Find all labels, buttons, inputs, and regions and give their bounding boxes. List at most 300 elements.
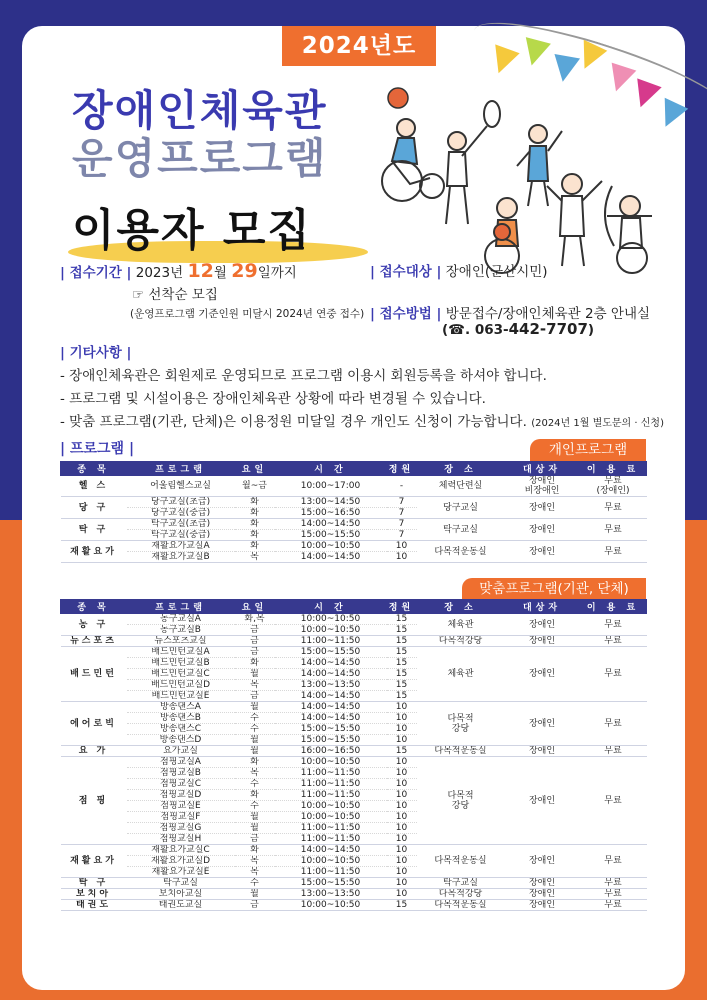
cell-time: 11:00~11:50 xyxy=(275,636,387,647)
cell-day: 목 xyxy=(235,856,275,867)
cell-program: 보치아교실 xyxy=(127,889,235,900)
cell-capacity: 10 xyxy=(387,713,417,724)
cell-place xyxy=(417,636,505,647)
cell-capacity: 10 xyxy=(387,878,417,889)
cell-target xyxy=(505,746,580,757)
cell-capacity: 7 xyxy=(387,519,417,530)
cell-fee xyxy=(580,636,647,647)
cell-place-line: 탁구교실 xyxy=(443,878,478,888)
cell-program: 농구교실A xyxy=(127,614,235,625)
cell-time: 14:00~14:50 xyxy=(275,658,387,669)
cell-target-line: 장애인 xyxy=(528,636,556,646)
cell-program: 점핑교실D xyxy=(127,790,235,801)
table-row xyxy=(61,746,647,757)
cell-fee xyxy=(580,878,647,889)
col-fee: 이 용 료 xyxy=(580,462,647,476)
cell-target-line-2: 비장애인 xyxy=(524,486,560,496)
cell-program: 점핑교실B xyxy=(127,768,235,779)
cell-sport: 헬 스 xyxy=(61,476,127,497)
cell-place-line: 체력단련실 xyxy=(438,481,483,491)
cell-fee-line: 무료 xyxy=(604,502,622,513)
custom-header-row xyxy=(61,600,647,614)
cell-time: 10:00~10:50 xyxy=(275,900,387,911)
phone-number xyxy=(442,320,594,338)
cell-place xyxy=(417,878,505,889)
col-place: 장 소 xyxy=(417,462,505,476)
cell-program: 방송댄스C xyxy=(127,724,235,735)
personal-program-tag: 개인프로그램 xyxy=(530,439,646,461)
cell-capacity: 7 xyxy=(387,530,417,541)
cell-target-line: 장애인 xyxy=(528,619,556,630)
cell-fee-line: 무료 xyxy=(604,546,622,557)
personal-header-row xyxy=(61,462,647,476)
cell-place xyxy=(417,702,505,746)
cell-time: 11:00~11:50 xyxy=(275,779,387,790)
cell-fee xyxy=(580,541,647,563)
etc-line-2: - 프로그램 및 시설이용은 장애인체육관 상황에 따라 변경될 수 있습니다. xyxy=(60,391,486,407)
cell-time: 11:00~11:50 xyxy=(275,823,387,834)
cell-program: 배드민턴교실E xyxy=(127,691,235,702)
cell-fee xyxy=(580,647,647,702)
cell-sport: 보치아 xyxy=(61,889,127,900)
cell-program: 당구교실(초급) xyxy=(127,497,235,508)
table-row xyxy=(61,900,647,911)
cell-fee xyxy=(580,845,647,878)
cell-program: 점핑교실G xyxy=(127,823,235,834)
cell-fee-line: 무료 xyxy=(604,619,622,630)
cell-target xyxy=(505,900,580,911)
cell-target xyxy=(505,636,580,647)
cell-place xyxy=(417,900,505,911)
table-row xyxy=(61,702,647,713)
cell-fee-line: 무료 xyxy=(604,636,622,646)
cell-program: 점핑교실H xyxy=(127,834,235,845)
cell-day: 수 xyxy=(235,724,275,735)
cell-capacity: 10 xyxy=(387,823,417,834)
cell-target xyxy=(505,647,580,702)
cell-sport: 점 핑 xyxy=(61,757,127,845)
cell-day: 월 xyxy=(235,669,275,680)
etc-line-3: - 맞춤 프로그램(기관, 단체)은 이용정원 미달일 경우 개인도 신청이 가능합니다. xyxy=(60,414,527,430)
cell-target xyxy=(505,541,580,563)
cell-fee xyxy=(580,702,647,746)
cell-day: 월 xyxy=(235,823,275,834)
cell-day: 월 xyxy=(235,889,275,900)
table-row xyxy=(61,757,647,768)
method-label: | 접수방법 | xyxy=(370,306,442,322)
cell-day: 수 xyxy=(235,713,275,724)
col-program: 프로그램 xyxy=(127,600,235,614)
cell-place-line: 다목적 xyxy=(447,790,474,801)
cell-target-line: 장애인 xyxy=(528,669,556,679)
cell-target xyxy=(505,702,580,746)
cell-day: 목 xyxy=(235,768,275,779)
cell-day: 금 xyxy=(235,647,275,658)
cell-program: 농구교실B xyxy=(127,625,235,636)
cell-time: 10:00~10:50 xyxy=(275,757,387,768)
cell-time: 15:00~15:50 xyxy=(275,530,387,541)
cell-capacity: 10 xyxy=(387,856,417,867)
cell-target-line: 장애인 xyxy=(528,718,556,729)
cell-time: 10:00~17:00 xyxy=(275,476,387,497)
cell-target xyxy=(505,497,580,519)
cell-fee-line: 무료 xyxy=(604,878,622,888)
cell-program: 점핑교실A xyxy=(127,757,235,768)
cell-target-line: 장애인 xyxy=(528,502,556,513)
cell-capacity: 10 xyxy=(387,812,417,823)
cell-day: 월 xyxy=(235,702,275,713)
cell-day: 목 xyxy=(235,867,275,878)
cell-target xyxy=(505,845,580,878)
cell-time: 11:00~11:50 xyxy=(275,867,387,878)
etc-label: | 기타사항 | xyxy=(60,345,132,361)
cell-day: 화,목 xyxy=(235,614,275,625)
cell-target-line: 장애인 xyxy=(528,878,556,888)
cell-time: 10:00~10:50 xyxy=(275,541,387,552)
cell-place xyxy=(417,889,505,900)
first-come-text: ☞ 선착순 모집 xyxy=(132,287,218,303)
cell-day: 금 xyxy=(235,636,275,647)
reception-target xyxy=(370,260,548,280)
cell-fee xyxy=(580,757,647,845)
cell-time: 15:00~15:50 xyxy=(275,724,387,735)
cell-capacity: 15 xyxy=(387,691,417,702)
cell-fee-line-2: (장애인) xyxy=(596,486,630,496)
cell-time: 11:00~11:50 xyxy=(275,790,387,801)
cell-place-line: 다목적운동실 xyxy=(434,900,487,910)
col-fee: 이 용 료 xyxy=(580,600,647,614)
cell-program: 방송댄스D xyxy=(127,735,235,746)
cell-program: 재활요가교실C xyxy=(127,845,235,856)
cell-sport: 재활요가 xyxy=(61,541,127,563)
cell-time: 14:00~14:50 xyxy=(275,552,387,563)
cell-target-line: 장애인 xyxy=(528,795,556,806)
cell-sport: 태권도 xyxy=(61,900,127,911)
cell-day: 월~금 xyxy=(235,476,275,497)
cell-place-line: 당구교실 xyxy=(443,502,478,513)
cell-program: 어울림헬스교실 xyxy=(127,476,235,497)
cell-program: 요가교실 xyxy=(127,746,235,757)
cell-fee-line: 무료 xyxy=(604,856,622,866)
cell-time: 10:00~10:50 xyxy=(275,812,387,823)
cell-capacity: 15 xyxy=(387,669,417,680)
cell-place xyxy=(417,497,505,519)
cell-target xyxy=(505,519,580,541)
cell-target xyxy=(505,757,580,845)
cell-time: 14:00~14:50 xyxy=(275,702,387,713)
title-line-2: 운영프로그램 xyxy=(72,134,328,183)
cell-day: 화 xyxy=(235,757,275,768)
cell-day: 수 xyxy=(235,801,275,812)
period-mid: 월 xyxy=(213,265,232,281)
cell-time: 13:00~13:50 xyxy=(275,889,387,900)
period-post: 일까지 xyxy=(257,265,297,281)
cell-place xyxy=(417,647,505,702)
col-sport: 종 목 xyxy=(61,600,127,614)
cell-time: 10:00~10:50 xyxy=(275,614,387,625)
cell-place-line: 다목적강당 xyxy=(438,636,483,646)
cell-program: 방송댄스B xyxy=(127,713,235,724)
cell-capacity: 7 xyxy=(387,497,417,508)
cell-program: 배드민턴교실C xyxy=(127,669,235,680)
cell-fee xyxy=(580,476,647,497)
cell-day: 화 xyxy=(235,658,275,669)
cell-fee-line: 무료 xyxy=(604,900,622,910)
cell-time: 14:00~14:50 xyxy=(275,691,387,702)
cell-target xyxy=(505,476,580,497)
cell-fee-line: 무료 xyxy=(604,889,622,899)
cell-program: 방송댄스A xyxy=(127,702,235,713)
period-month: 12 xyxy=(187,260,214,282)
cell-time: 15:00~15:50 xyxy=(275,735,387,746)
cell-sport: 당 구 xyxy=(61,497,127,519)
table-row xyxy=(61,614,647,625)
cell-program: 점핑교실C xyxy=(127,779,235,790)
cell-sport: 뉴스포츠 xyxy=(61,636,127,647)
cell-time: 11:00~11:50 xyxy=(275,834,387,845)
cell-day: 수 xyxy=(235,779,275,790)
col-time: 시 간 xyxy=(275,462,387,476)
cell-fee xyxy=(580,497,647,519)
cell-program: 뉴스포츠교실 xyxy=(127,636,235,647)
table-row xyxy=(61,541,647,552)
cell-time: 14:00~14:50 xyxy=(275,713,387,724)
cell-capacity: 10 xyxy=(387,834,417,845)
etc-notes xyxy=(60,342,664,435)
etc-line-1: - 장애인체육관은 회원제로 운영되므로 프로그램 이용시 회원등록을 하셔야 합니다. xyxy=(60,368,547,384)
cell-place xyxy=(417,541,505,563)
cell-place xyxy=(417,519,505,541)
col-sport: 종 목 xyxy=(61,462,127,476)
cell-place-line: 다목적운동실 xyxy=(434,546,487,557)
period-pre: 2023년 xyxy=(135,265,188,281)
cell-capacity: 10 xyxy=(387,801,417,812)
cell-day: 화 xyxy=(235,790,275,801)
method-value: 방문접수/장애인체육관 2층 안내실 xyxy=(445,306,651,322)
cell-fee xyxy=(580,519,647,541)
cell-place-line-2: 강당 xyxy=(451,800,470,811)
cell-capacity: 10 xyxy=(387,757,417,768)
cell-place-line: 다목적운동실 xyxy=(434,746,487,756)
cell-program: 재활요가교실E xyxy=(127,867,235,878)
cell-day: 월 xyxy=(235,812,275,823)
cell-target-line: 장애인 xyxy=(528,546,556,557)
cell-target-line: 장애인 xyxy=(528,856,556,866)
cell-time: 10:00~10:50 xyxy=(275,625,387,636)
cell-sport: 요 가 xyxy=(61,746,127,757)
cell-place-line: 다목적 xyxy=(447,713,474,724)
cell-capacity: 15 xyxy=(387,614,417,625)
reception-note: (운영프로그램 기준인원 미달시 2024년 연중 접수) xyxy=(130,308,365,320)
cell-capacity: 10 xyxy=(387,552,417,563)
cell-capacity: 10 xyxy=(387,724,417,735)
cell-day: 화 xyxy=(235,530,275,541)
cell-day: 화 xyxy=(235,845,275,856)
cell-time: 15:00~15:50 xyxy=(275,647,387,658)
cell-place xyxy=(417,757,505,845)
cell-program: 탁구교실 xyxy=(127,878,235,889)
table-row xyxy=(61,497,647,508)
cell-target-line: 장애인 xyxy=(528,900,556,910)
cell-time: 14:00~14:50 xyxy=(275,845,387,856)
programs-label: | 프로그램 | xyxy=(60,441,135,457)
cell-capacity: 15 xyxy=(387,658,417,669)
cell-place-line: 탁구교실 xyxy=(443,524,478,535)
cell-place-line-2: 강당 xyxy=(451,723,470,734)
cell-time: 11:00~11:50 xyxy=(275,768,387,779)
table-row xyxy=(61,845,647,856)
cell-place xyxy=(417,476,505,497)
title-line-3: 이용자 모집 xyxy=(72,205,312,256)
reception-method xyxy=(370,302,650,322)
cell-time: 15:00~16:50 xyxy=(275,508,387,519)
cell-time: 10:00~10:50 xyxy=(275,801,387,812)
table-row xyxy=(61,647,647,658)
cell-sport: 에어로빅 xyxy=(61,702,127,746)
col-target: 대상자 xyxy=(505,462,580,476)
cell-capacity: 10 xyxy=(387,779,417,790)
cell-day: 금 xyxy=(235,834,275,845)
cell-day: 목 xyxy=(235,552,275,563)
cell-capacity: 10 xyxy=(387,541,417,552)
table-row xyxy=(61,519,647,530)
cell-program: 배드민턴교실B xyxy=(127,658,235,669)
col-place: 장 소 xyxy=(417,600,505,614)
cell-day: 금 xyxy=(235,691,275,702)
col-time: 시 간 xyxy=(275,600,387,614)
cell-fee-line: 무료 xyxy=(604,524,622,535)
cell-capacity: 10 xyxy=(387,790,417,801)
cell-target-line: 장애인 xyxy=(528,746,556,756)
cell-program: 탁구교실(중급) xyxy=(127,530,235,541)
cell-capacity: 10 xyxy=(387,845,417,856)
table-row xyxy=(61,476,647,497)
cell-capacity: 15 xyxy=(387,900,417,911)
cell-program: 태권도교실 xyxy=(127,900,235,911)
cell-time: 10:00~10:50 xyxy=(275,856,387,867)
cell-place-line: 체육관 xyxy=(447,619,474,630)
cell-target xyxy=(505,878,580,889)
cell-program: 탁구교실(초급) xyxy=(127,519,235,530)
cell-capacity: 10 xyxy=(387,702,417,713)
cell-capacity: 15 xyxy=(387,625,417,636)
cell-sport: 탁 구 xyxy=(61,878,127,889)
cell-place-line: 다목적운동실 xyxy=(434,856,487,866)
cell-fee xyxy=(580,889,647,900)
cell-day: 화 xyxy=(235,497,275,508)
cell-time: 15:00~15:50 xyxy=(275,878,387,889)
target-value: 장애인(군산시민) xyxy=(445,264,548,280)
cell-day: 목 xyxy=(235,680,275,691)
cell-capacity: 15 xyxy=(387,680,417,691)
col-capacity: 정원 xyxy=(387,600,417,614)
cell-program: 재활요가교실D xyxy=(127,856,235,867)
cell-day: 월 xyxy=(235,735,275,746)
cell-target-line: 장애인 xyxy=(528,889,556,899)
cell-place xyxy=(417,614,505,636)
cell-target-line: 장애인 xyxy=(528,476,556,486)
custom-program-tag: 맞춤프로그램(기관, 단체) xyxy=(462,578,646,600)
cell-day: 화 xyxy=(235,541,275,552)
table-row xyxy=(61,636,647,647)
cell-sport: 농 구 xyxy=(61,614,127,636)
cell-day: 금 xyxy=(235,900,275,911)
cell-day: 월 xyxy=(235,746,275,757)
cell-target-line: 장애인 xyxy=(528,524,556,535)
year-tab: 2024년도 xyxy=(282,26,436,66)
cell-time: 16:00~16:50 xyxy=(275,746,387,757)
cell-day: 화 xyxy=(235,508,275,519)
cell-capacity: 15 xyxy=(387,647,417,658)
cell-day: 수 xyxy=(235,878,275,889)
cell-program: 점핑교실F xyxy=(127,812,235,823)
cell-sport: 재활요가 xyxy=(61,845,127,878)
reception-period xyxy=(60,260,297,282)
cell-fee-line: 무료 xyxy=(604,476,622,486)
cell-time: 13:00~14:50 xyxy=(275,497,387,508)
personal-program-table xyxy=(60,461,647,563)
phone-prefix: (☎. 063- xyxy=(442,322,509,338)
cell-capacity: 10 xyxy=(387,768,417,779)
phone-digits: 442-7707 xyxy=(508,320,588,338)
cell-fee-line: 무료 xyxy=(604,669,622,679)
custom-program-table xyxy=(60,599,647,911)
cell-place-line: 다목적강당 xyxy=(438,889,483,899)
cell-capacity: 10 xyxy=(387,867,417,878)
etc-line-3-note: (2024년 1월 별도문의 · 신청) xyxy=(531,418,664,429)
cell-fee xyxy=(580,614,647,636)
cell-fee-line: 무료 xyxy=(604,795,622,806)
cell-place xyxy=(417,845,505,878)
cell-place-line: 체육관 xyxy=(447,669,474,679)
sports-illustration xyxy=(362,66,662,276)
cell-capacity: - xyxy=(387,476,417,497)
cell-program: 배드민턴교실D xyxy=(127,680,235,691)
cell-capacity: 10 xyxy=(387,889,417,900)
cell-target xyxy=(505,614,580,636)
cell-target xyxy=(505,889,580,900)
cell-day: 화 xyxy=(235,519,275,530)
cell-place xyxy=(417,746,505,757)
phone-close: ) xyxy=(587,322,595,338)
cell-sport: 배드민턴 xyxy=(61,647,127,702)
target-label: | 접수대상 | xyxy=(370,264,442,280)
cell-fee-line: 무료 xyxy=(604,718,622,729)
col-target: 대상자 xyxy=(505,600,580,614)
cell-program: 재활요가교실A xyxy=(127,541,235,552)
cell-capacity: 15 xyxy=(387,746,417,757)
cell-program: 재활요가교실B xyxy=(127,552,235,563)
cell-time: 14:00~14:50 xyxy=(275,519,387,530)
cell-fee-line: 무료 xyxy=(604,746,622,756)
cell-time: 13:00~13:50 xyxy=(275,680,387,691)
cell-time: 14:00~14:50 xyxy=(275,669,387,680)
cell-capacity: 7 xyxy=(387,508,417,519)
period-day: 29 xyxy=(231,260,258,282)
period-label: | 접수기간 | xyxy=(60,265,132,281)
cell-fee xyxy=(580,746,647,757)
col-day: 요일 xyxy=(235,462,275,476)
table-row xyxy=(61,889,647,900)
cell-capacity: 10 xyxy=(387,735,417,746)
col-day: 요일 xyxy=(235,600,275,614)
col-capacity: 정원 xyxy=(387,462,417,476)
cell-program: 배드민턴교실A xyxy=(127,647,235,658)
title-line-1: 장애인체육관 xyxy=(72,86,328,135)
cell-program: 당구교실(중급) xyxy=(127,508,235,519)
cell-fee xyxy=(580,900,647,911)
cell-day: 금 xyxy=(235,625,275,636)
